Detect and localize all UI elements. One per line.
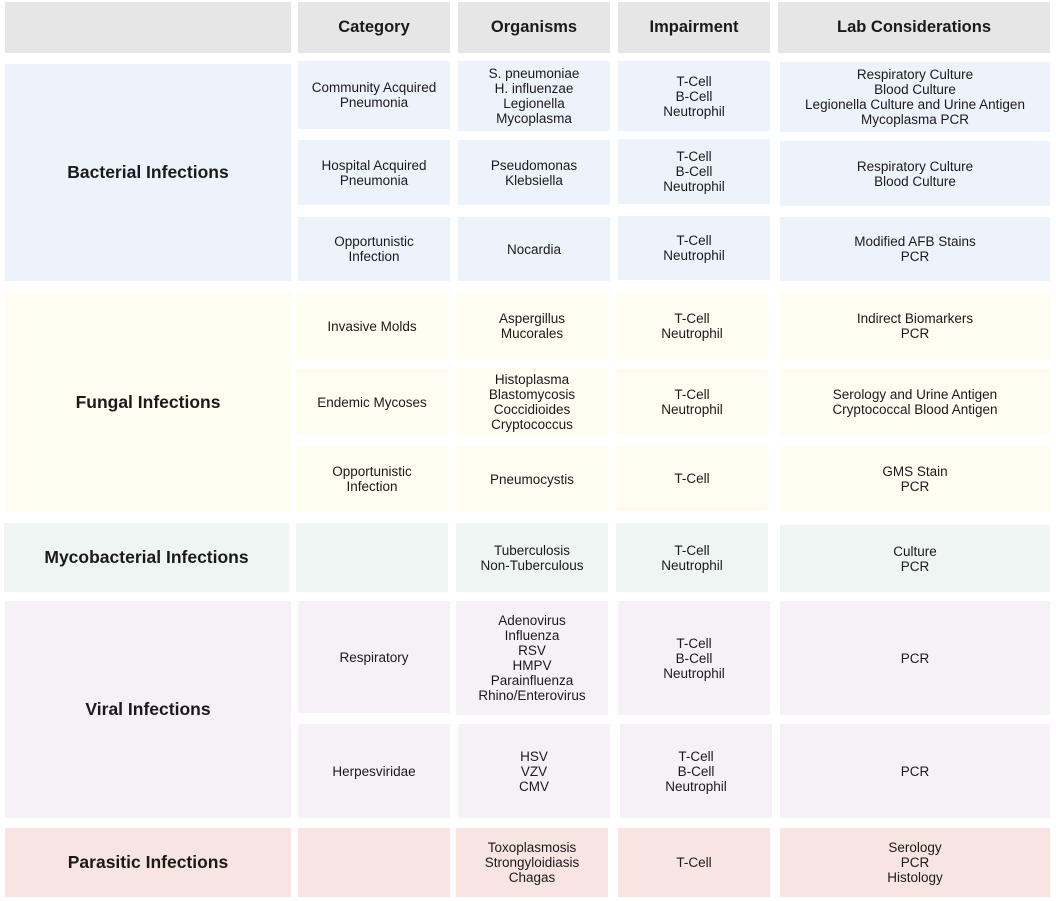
organism-line: CMV [519, 778, 549, 794]
category-line: Opportunistic [332, 464, 412, 479]
organism-line: H. influenzae [494, 81, 574, 96]
lab-line: PCR [900, 249, 930, 264]
impairment-line: Neutrophil [661, 402, 723, 417]
category-line: Hospital Acquired [321, 157, 427, 173]
category-line: Opportunistic [334, 234, 414, 249]
organism-line: Nocardia [506, 241, 562, 257]
header-organisms: Organisms [458, 2, 610, 53]
organism-line: Klebsiella [505, 172, 563, 188]
impairment-line: T-Cell [674, 542, 710, 558]
impairment-line: Neutrophil [661, 557, 723, 573]
organism-line: HMPV [512, 658, 552, 673]
lab-line: PCR [900, 326, 930, 341]
organism-line: RSV [518, 643, 546, 658]
group-label-fungal: Fungal Infections [5, 292, 291, 512]
impairment-line: T-Cell [676, 149, 712, 164]
organism-line: Influenza [504, 628, 560, 643]
impairment-cell [618, 61, 770, 131]
organism-line: HSV [520, 748, 548, 764]
organism-line: Parainfluenza [490, 673, 574, 688]
lab-cell [780, 601, 1050, 715]
impairment-cell [620, 724, 772, 818]
organism-line: Mycoplasma [496, 111, 572, 126]
impairment-cell [616, 445, 768, 511]
impairment-cell [616, 369, 768, 435]
impairment-cell [616, 523, 768, 592]
organism-line: Aspergillus [498, 311, 566, 326]
impairment-cell [618, 216, 770, 280]
organisms-cell [458, 61, 610, 131]
header-lab-considerations: Lab Considerations [778, 2, 1050, 53]
impairment-cell [618, 601, 770, 715]
impairment-line: T-Cell [676, 855, 712, 870]
impairment-line: T-Cell [676, 635, 712, 651]
category-line: Endemic Mycoses [317, 394, 427, 410]
group-label-mycobacterial: Mycobacterial Infections [4, 523, 289, 592]
lab-line: Legionella Culture and Urine Antigen [805, 97, 1025, 112]
category-line: Community Acquired [311, 80, 437, 95]
organism-line: Adenovirus [498, 613, 566, 628]
group-label-bacterial: Bacterial Infections [5, 64, 291, 281]
lab-line: Respiratory Culture [856, 67, 974, 82]
organism-line: Pneumocystis [489, 471, 575, 487]
lab-line: PCR [900, 479, 930, 494]
lab-cell [780, 369, 1050, 435]
lab-line: Histology [887, 870, 943, 885]
category-line: Pneumonia [339, 172, 409, 188]
lab-cell [780, 525, 1050, 592]
lab-line: PCR [900, 650, 930, 666]
lab-line: PCR [900, 855, 930, 870]
lab-line: Culture [893, 543, 937, 559]
impairment-line: B-Cell [675, 164, 713, 179]
impairment-line: B-Cell [675, 88, 713, 104]
lab-line: Blood Culture [874, 82, 956, 97]
impairment-line: T-Cell [674, 387, 710, 402]
impairment-line: Neutrophil [663, 103, 725, 119]
category-cell [296, 292, 448, 360]
lab-line: Mycoplasma PCR [860, 112, 970, 127]
category-line: Herpesviridae [332, 763, 416, 779]
lab-line: Modified AFB Stains [854, 234, 976, 249]
group-label-viral: Viral Infections [5, 601, 291, 818]
impairment-line: T-Cell [674, 470, 710, 486]
organisms-cell [458, 217, 610, 281]
lab-line: Serology and Urine Antigen [832, 387, 998, 402]
impairment-line: Neutrophil [661, 326, 723, 341]
header-category: Category [298, 2, 450, 53]
organisms-cell [456, 601, 608, 715]
lab-cell [780, 724, 1050, 818]
impairment-line: B-Cell [675, 650, 713, 666]
header-impairment: Impairment [618, 2, 770, 53]
group-label-parasitic: Parasitic Infections [5, 828, 291, 897]
organism-line: Legionella [503, 96, 565, 111]
category-cell [298, 724, 450, 818]
lab-line: Serology [888, 840, 942, 855]
impairment-line: Neutrophil [663, 248, 725, 263]
organisms-cell [456, 446, 608, 512]
category-cell [298, 61, 450, 129]
category-line: Infection [348, 249, 400, 264]
organisms-cell [456, 368, 608, 436]
category-cell-empty [296, 523, 448, 592]
impairment-line: T-Cell [678, 748, 714, 764]
impairment-cell [618, 828, 770, 897]
lab-line: Respiratory Culture [856, 158, 974, 174]
organism-line: Strongyloidiasis [484, 855, 580, 870]
organism-line: Mucorales [500, 326, 564, 341]
organism-line: Tuberculosis [493, 542, 571, 558]
impairment-line: T-Cell [674, 311, 710, 326]
lab-line: PCR [900, 763, 930, 779]
lab-cell [780, 292, 1050, 360]
impairment-line: B-Cell [677, 763, 715, 779]
organisms-cell [458, 724, 610, 818]
category-line: Pneumonia [339, 95, 409, 110]
organism-line: Toxoplasmosis [487, 840, 577, 855]
organism-line: Coccidioides [493, 402, 571, 417]
organism-line: Histoplasma [494, 372, 570, 387]
lab-line: Indirect Biomarkers [856, 311, 974, 326]
impairment-line: T-Cell [676, 233, 712, 248]
category-cell-empty [298, 828, 450, 897]
category-cell [298, 601, 450, 713]
impairment-line: T-Cell [676, 73, 712, 89]
organism-line: S. pneumoniae [488, 66, 580, 81]
lab-line: GMS Stain [882, 464, 948, 479]
category-line: Invasive Molds [327, 318, 417, 334]
lab-cell [780, 62, 1050, 132]
category-cell [296, 369, 448, 435]
organism-line: Cryptococcus [491, 417, 573, 432]
impairment-cell [616, 292, 768, 360]
organisms-cell [456, 523, 608, 592]
category-cell [298, 217, 450, 281]
category-cell [296, 446, 448, 512]
organisms-cell [458, 140, 610, 205]
lab-cell [780, 141, 1050, 206]
organism-line: VZV [520, 763, 548, 779]
impairment-line: Neutrophil [663, 179, 725, 194]
category-line: Infection [346, 479, 398, 494]
impairment-line: Neutrophil [665, 778, 727, 794]
category-line: Respiratory [339, 649, 409, 665]
category-cell [298, 140, 450, 205]
lab-line: Blood Culture [874, 173, 956, 189]
organism-line: Chagas [508, 870, 556, 885]
impairment-line: Neutrophil [663, 665, 725, 681]
lab-cell [780, 446, 1050, 512]
lab-line: Cryptococcal Blood Antigen [832, 402, 998, 417]
organism-line: Non-Tuberculous [480, 557, 584, 573]
lab-line: PCR [900, 558, 930, 574]
impairment-cell [618, 139, 770, 204]
organism-line: Rhino/Enterovirus [478, 688, 586, 703]
organism-line: Pseudomonas [490, 157, 578, 173]
lab-cell [780, 217, 1050, 281]
lab-cell [780, 828, 1050, 897]
organisms-cell [456, 292, 608, 360]
header-blank-cell [5, 2, 291, 53]
organisms-cell [456, 828, 608, 897]
organism-line: Blastomycosis [488, 387, 576, 402]
